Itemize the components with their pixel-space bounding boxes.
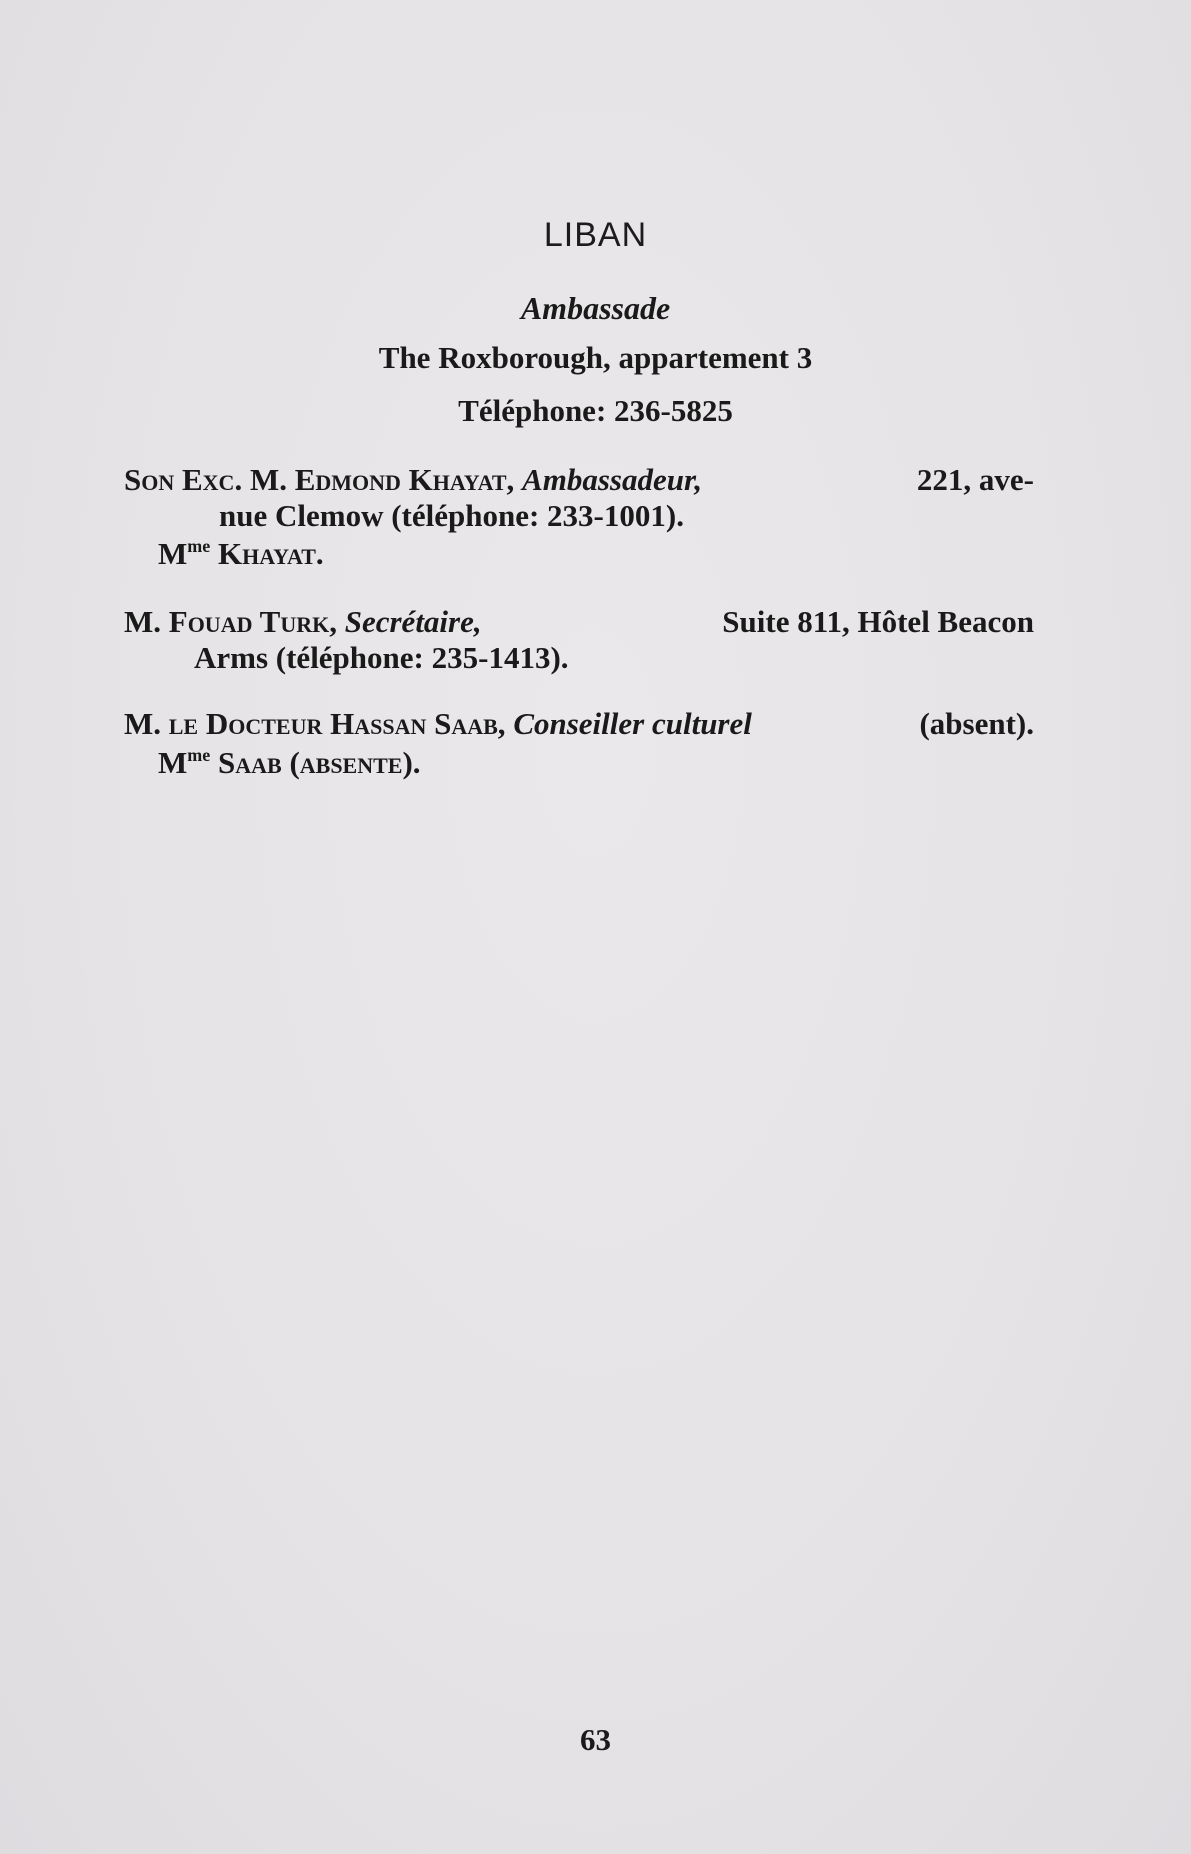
entry-cultural-counsellor [124,706,1034,742]
entry-line [124,706,1034,742]
spouse-name: Khayat. [218,536,324,571]
entry-detail: 221, ave- [916,462,1034,497]
person-name: M. Fouad Turk, [124,604,337,639]
page-number: 63 [580,1722,611,1757]
person-name: M. le Docteur Hassan Saab, [124,706,506,741]
embassy-address: The Roxborough, appartement 3 [378,340,813,375]
spouse-prefix: M [158,536,188,571]
person-title: Secrétaire, [344,604,482,639]
spouse-entry [158,745,421,781]
spouse-name: Saab (absente). [218,745,421,780]
entry-ambassador [124,462,1034,534]
person-title: Ambassadeur, [522,462,703,497]
entry-continuation: Arms (téléphone: 235-1413). [194,640,569,675]
entry-secretary [124,604,1034,676]
embassy-telephone: Téléphone: 236-5825 [458,393,733,428]
entry-detail: (absent). [919,706,1034,741]
spouse-sup: me [187,745,211,765]
spouse-prefix: M [158,745,188,780]
person-title: Conseiller culturel [513,706,752,741]
spouse-sup: me [187,536,211,556]
section-subheading: Ambassade [520,290,671,326]
entry-line [124,462,1034,498]
spouse-entry [158,536,324,572]
entry-continuation: nue Clemow (téléphone: 233-1001). [219,498,684,533]
country-heading: LIBAN [543,216,648,254]
person-name: Son Exc. M. Edmond Khayat, [124,462,515,497]
entry-detail: Suite 811, Hôtel Beacon [722,604,1034,639]
entry-line [124,604,1034,640]
